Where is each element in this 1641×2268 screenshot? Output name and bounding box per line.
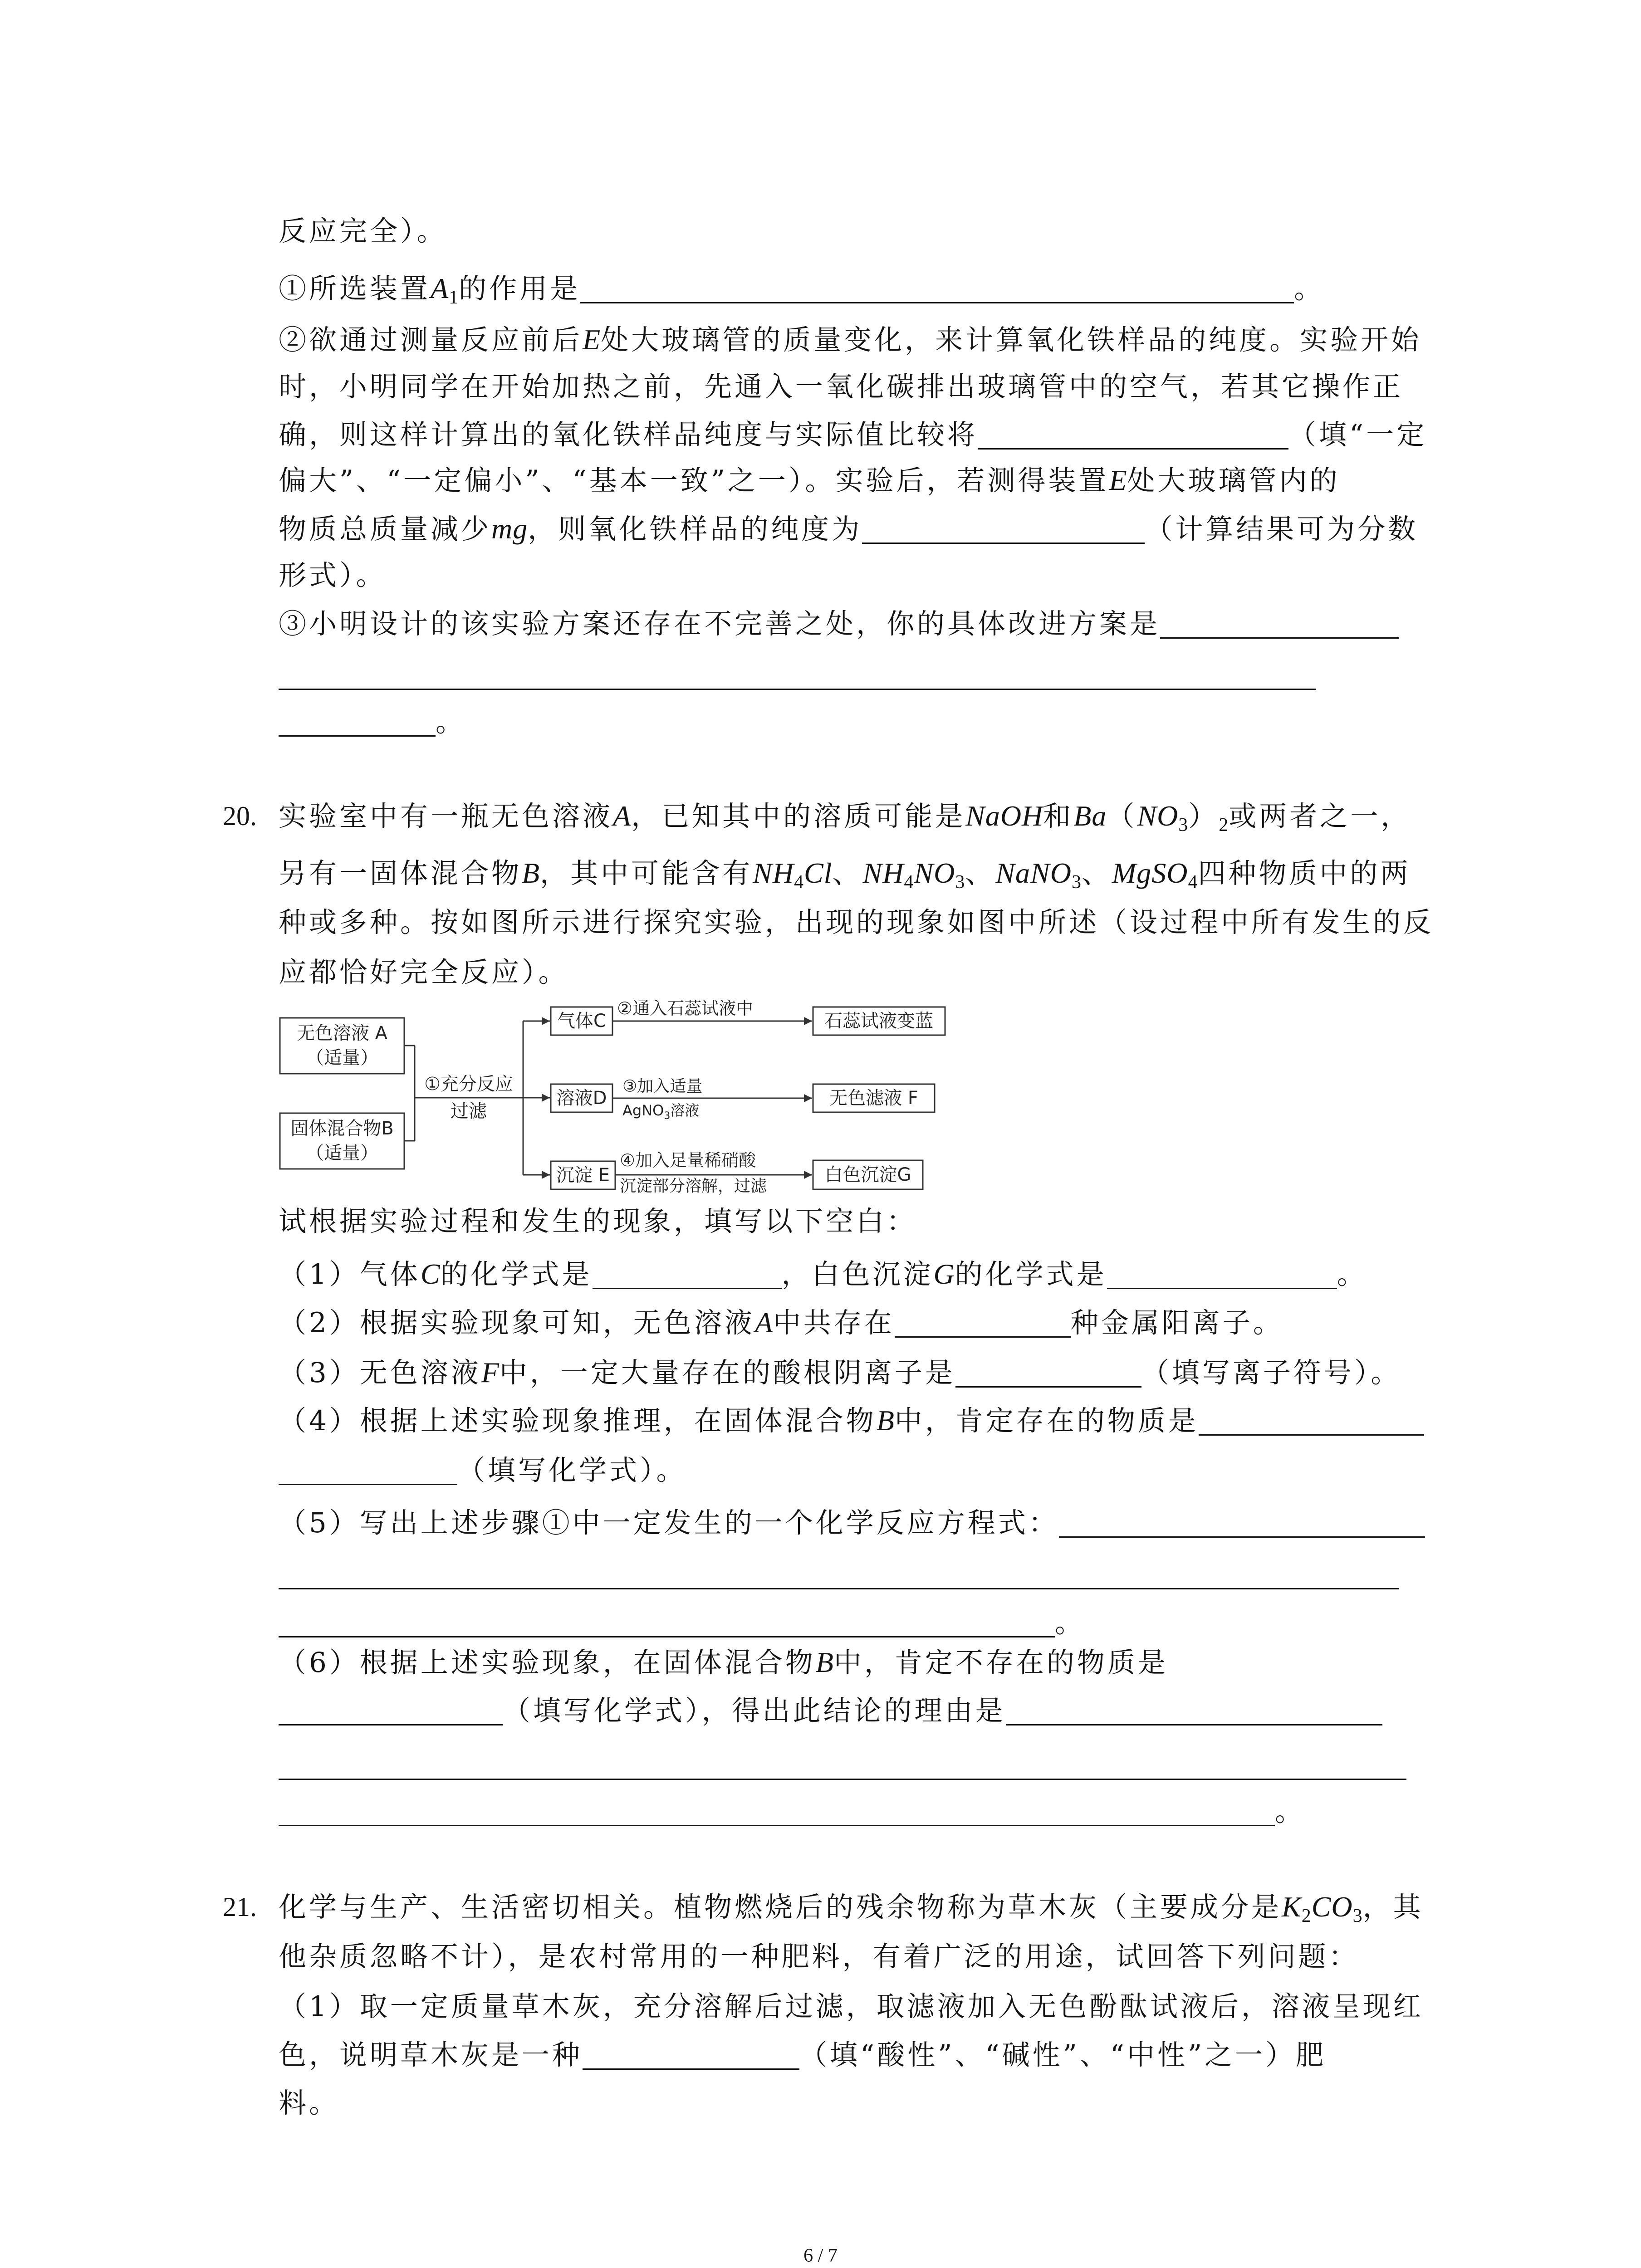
answer-blank [279,688,1316,690]
box-solid-b-label: 固体混合物B [290,1118,394,1139]
text: 、 [1081,857,1112,890]
variable: B [876,1404,895,1437]
box-solution-a-label: 无色溶液 A [296,1023,388,1044]
q20-part-6 [279,1644,1168,1681]
text: ，已知其中的溶质可能是 [631,800,966,832]
variable: F [481,1356,500,1388]
q20-part-4 [279,1403,1424,1439]
formula: NO [1137,800,1179,832]
q21-line-5 [279,2085,339,2121]
answer-blank [895,1336,1071,1338]
q20-line-4 [279,954,569,991]
text: （填写化学式），得出此结论的理由是 [503,1695,1006,1727]
text: 中，肯定存在的物质是 [894,1405,1199,1437]
step3-label: ③加入适量 [622,1077,703,1096]
text: 。 [1275,1795,1306,1828]
q19-line-8 [279,557,387,594]
step4-label: ④加入足量稀硝酸 [620,1150,756,1170]
formula: Ba [1073,800,1107,832]
text: 和 [1043,800,1074,832]
text: （4）根据上述实验现象推理，在固体混合物 [279,1405,877,1437]
formula: NaOH [965,800,1043,832]
q20-part-6-end [279,1794,1305,1830]
text: 种或多种。按如图所示进行探究实验，出现的现象如图中所述（设过程中所有发生的反 [279,906,1434,938]
text: ，白色沉淀 [781,1258,934,1290]
step3-reagent [622,1102,699,1122]
variable: G [933,1258,955,1290]
box-gas-c-label: 气体C [557,1011,606,1031]
text: ①所选装置 [279,273,431,305]
answer-blank [862,542,1145,544]
text: 、 [832,857,863,890]
formula: NaNO [995,857,1072,889]
q20-part-5 [279,1505,1425,1541]
text: 试根据实验过程和发生的现象，填写以下空白： [279,1205,917,1237]
text: 化学与生产、生活密切相关。植物燃烧后的残余物称为草木灰（主要成分是 [279,1891,1282,1923]
subscript: 1 [449,287,459,308]
box-result-filtrate-f-label: 无色滤液 F [829,1088,918,1109]
text: 他杂质忽略不计），是农村常用的一种肥料，有着广泛的用途，试回答下列问题： [279,1941,1359,1973]
answer-blank [279,1483,457,1485]
q21-line-3 [279,1989,1424,2025]
answer-blank [1107,1287,1337,1289]
text: 时，小明同学在开始加热之前，先通入一氧化碳排出玻璃管中的空气，若其它操作正 [279,371,1404,403]
q20-line-3 [279,904,1434,941]
text: 料。 [279,2087,340,2119]
text: ，其 [1362,1891,1424,1923]
variable: A [613,800,632,832]
q20-part-6-cont [279,1693,1382,1729]
box-precipitate-e [551,1161,615,1189]
formula: AgNO [622,1102,664,1119]
text: （ [1107,800,1137,832]
text: （填“酸性”、“碱性”、“中性”之一）肥 [799,2039,1327,2071]
subscript: 2 [1219,815,1229,836]
text: （计算结果可为分数 [1145,513,1419,545]
formula: NH [753,857,794,889]
q19-line-10 [279,657,1316,694]
q20-part-3 [279,1354,1401,1391]
q21-line-1 [279,1889,1424,1925]
answer-blank [279,1778,1406,1780]
formula: K [1282,1891,1302,1923]
q19-line-2 [279,270,1324,307]
subscript: 3 [1071,872,1082,893]
box-solution-d [551,1084,612,1112]
text: 四种物质中的两 [1198,857,1411,890]
q19-line-4 [279,369,1403,405]
text: ，则氧化铁样品的纯度为 [528,513,862,545]
formula: MgSO [1112,857,1188,889]
box-solution-a-amount: （适量） [306,1047,378,1068]
text: ③小明设计的该实验方案还存在不完善之处，你的具体改进方案是 [279,608,1161,640]
box-precipitate-e-label: 沉淀 E [556,1165,610,1186]
answer-blank [1059,1536,1425,1538]
text: （填写化学式）。 [457,1454,687,1486]
connector-bracket [404,1046,415,1141]
text: 偏大”、“一定偏小”、“基本一致”之一）。实验后，若测得装置 [279,464,1109,497]
q20-line-5 [279,1203,917,1240]
subscript: 3 [955,872,965,893]
text: 另有一固体混合物 [279,857,522,890]
text: ） [1188,800,1219,832]
variable: E [1109,464,1127,496]
answer-blank [279,1636,1055,1637]
q19-line-3 [279,322,1421,358]
formula: Cl [804,857,833,889]
text: 。 [1055,1607,1086,1639]
subscript: 3 [1178,815,1189,836]
subscript: 3 [664,1110,671,1122]
box-result-precipitate-g [813,1160,923,1189]
subscript: 4 [794,872,804,893]
q20-part-5-end [279,1605,1085,1641]
q20-line-1 [279,798,1411,834]
q19-line-11 [279,704,466,740]
formula: NO [914,857,955,889]
formula: NH [862,857,904,889]
q20-part-1 [279,1256,1367,1292]
variable: A [431,272,449,304]
box-solution-a [280,1018,404,1074]
variable: mg [491,513,528,545]
text: 中，肯定不存在的物质是 [833,1647,1168,1679]
q19-line-7 [279,511,1418,547]
subscript: 2 [1301,1906,1312,1926]
text: （6）根据上述实验现象，在固体混合物 [279,1647,816,1679]
box-gas-c [551,1007,612,1035]
variable: B [522,857,540,889]
q20-number: 20. [223,801,257,831]
subscript: 4 [1188,872,1198,893]
text: 物质总质量减少 [279,513,492,545]
box-result-litmus [813,1007,945,1035]
answer-blank [279,735,436,737]
box-solid-b [280,1113,404,1169]
text: 的作用是 [459,273,581,305]
answer-blank [583,2068,799,2070]
text: 处大玻璃管的质量变化，来计算氧化铁样品的纯度。实验开始 [601,324,1422,356]
text: 种金属阳离子。 [1070,1307,1283,1339]
box-solution-d-label: 溶液D [556,1088,607,1109]
box-result-filtrate-f [813,1084,935,1112]
answer-blank [279,1588,1399,1589]
q21-line-4 [279,2037,1326,2073]
text: 实验室中有一瓶无色溶液 [279,800,613,832]
answer-blank [1160,637,1399,639]
q19-line-6 [279,462,1340,499]
text: 确，则这样计算出的氧化铁样品纯度与实际值比较将 [279,419,978,451]
answer-blank [580,302,1294,303]
q20-part-6-rule [279,1747,1406,1784]
formula: CO [1311,1891,1353,1923]
box-result-litmus-label: 石蕊试液变蓝 [824,1011,933,1031]
step2-label: ②通入石蕊试液中 [617,998,754,1018]
text: 反应完全）。 [279,215,447,247]
text: （填“一定 [1288,419,1427,451]
text: 、 [965,857,996,890]
subscript: 4 [904,872,914,893]
text: （1）取一定质量草木灰，充分溶解后过滤，取滤液加入无色酚酞试液后，溶液呈现红 [279,1990,1424,2023]
text: 色，说明草木灰是一种 [279,2039,583,2071]
text: （3）无色溶液 [279,1357,481,1389]
text: 溶液 [670,1102,700,1119]
text: ，其中可能含有 [540,857,753,890]
answer-blank [279,1724,503,1725]
q21-line-2 [279,1939,1359,1975]
q21-number: 21. [223,1892,257,1922]
text: 的化学式是 [440,1258,593,1290]
variable: B [815,1646,834,1678]
answer-blank [593,1287,782,1289]
variable: C [420,1258,441,1290]
step1-sublabel: 过滤 [451,1101,487,1122]
q20-part-2 [279,1305,1283,1341]
text: 中共存在 [773,1307,895,1339]
text: 。 [436,706,466,738]
page-number: 6 / 7 [803,2245,838,2266]
text: 处大玻璃管内的 [1127,464,1340,497]
q20-part-5-rule [279,1557,1399,1593]
text: （2）根据实验现象可知，无色溶液 [279,1307,755,1339]
step4-sublabel: 沉淀部分溶解，过滤 [620,1177,767,1196]
variable: E [583,323,601,356]
answer-blank [1199,1434,1424,1436]
answer-blank [978,448,1288,450]
text: 形式）。 [279,559,387,591]
q19-line-1 [279,213,447,249]
answer-blank [279,1824,1275,1826]
q19-line-5 [279,417,1427,453]
text: 应都恰好完全反应）。 [279,956,569,988]
text: 中，一定大量存在的酸根阴离子是 [499,1357,955,1389]
box-solid-b-amount: （适量） [306,1143,378,1163]
q20-line-2 [279,855,1411,891]
text: 或两者之一， [1229,800,1411,832]
text: ②欲通过测量反应前后 [279,324,583,356]
text: （1）气体 [279,1258,421,1290]
answer-blank [955,1386,1141,1388]
answer-blank [1006,1724,1382,1725]
text: 的化学式是 [955,1258,1107,1290]
box-result-precipitate-g-label: 白色沉淀G [824,1164,911,1185]
experiment-flow-diagram [272,993,953,1202]
subscript: 3 [1352,1906,1363,1926]
step1-label: ①充分反应 [424,1074,513,1095]
text: 。 [1294,273,1325,305]
text: （填写离子符号）。 [1141,1357,1401,1389]
variable: A [754,1306,773,1339]
text: 。 [1337,1258,1367,1290]
q20-part-4-cont [279,1452,687,1489]
q19-line-9 [279,606,1399,642]
text: （5）写出上述步骤①中一定发生的一个化学反应方程式： [279,1507,1059,1539]
